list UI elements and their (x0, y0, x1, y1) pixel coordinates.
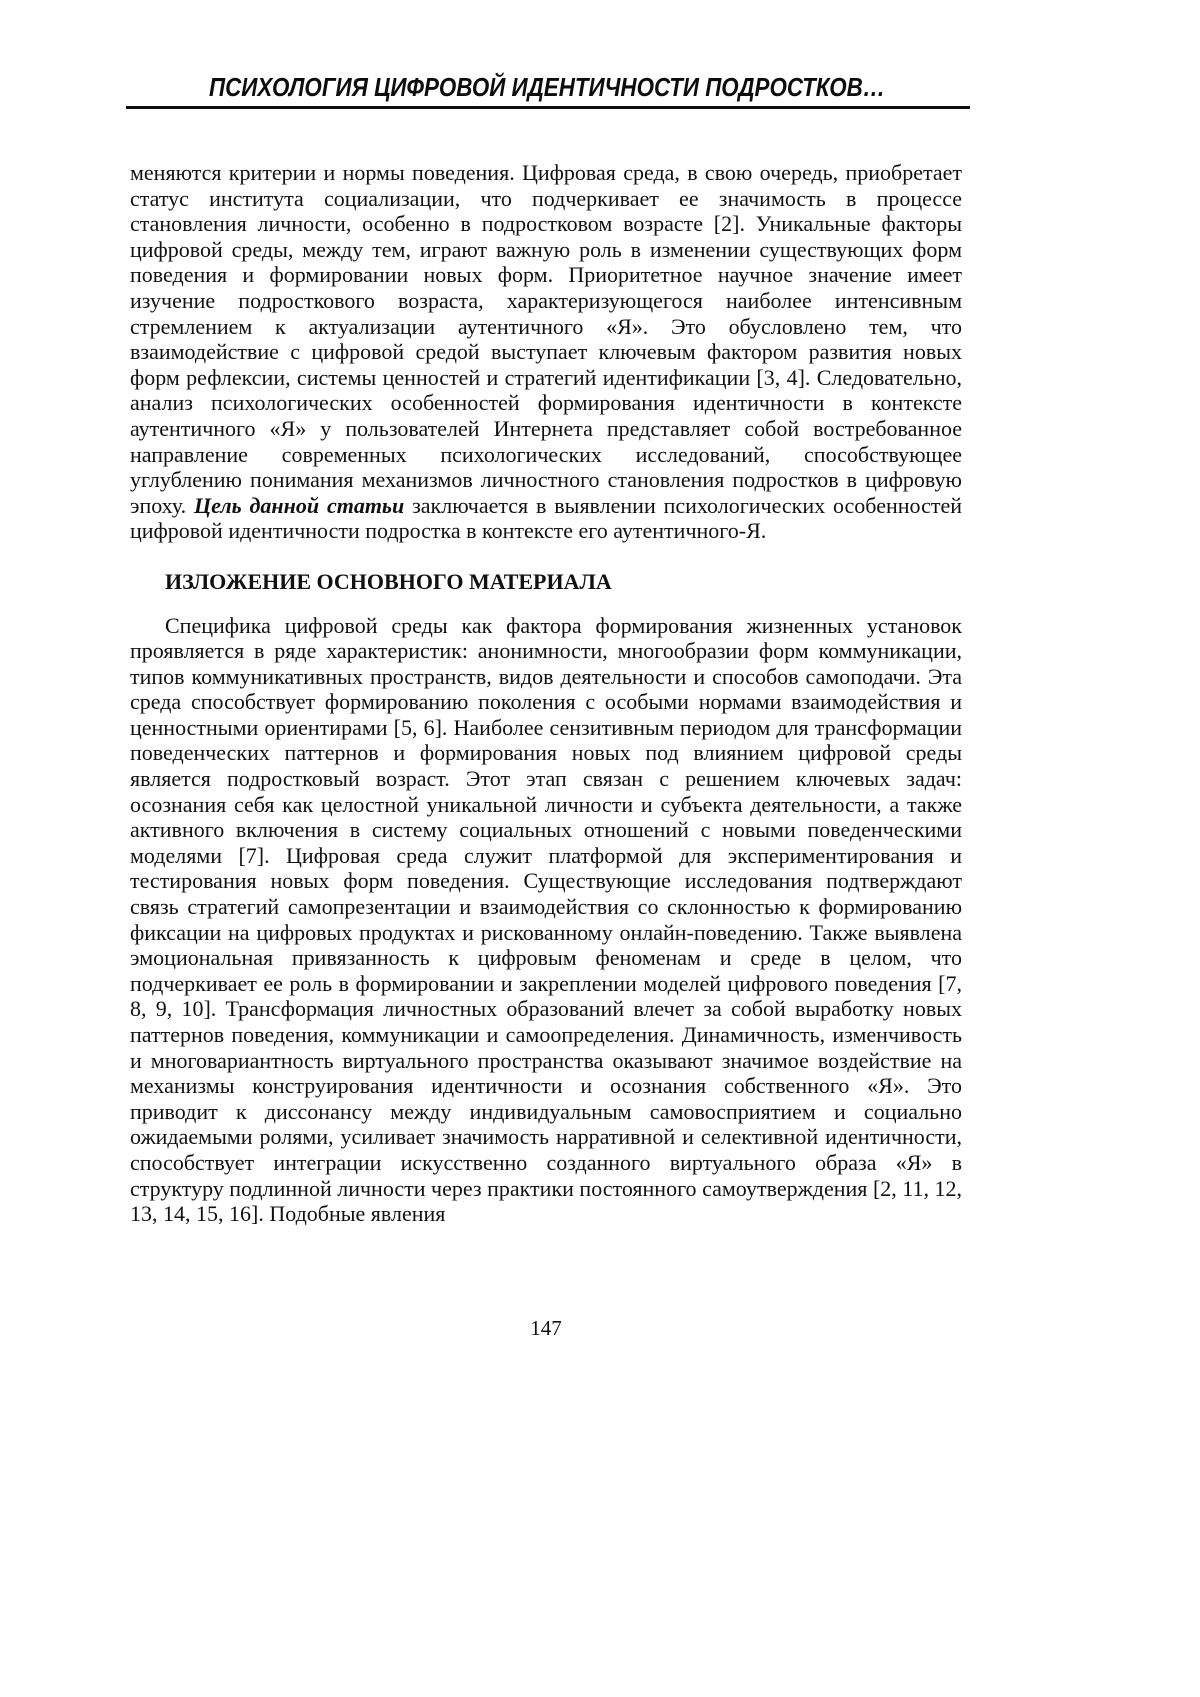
section-heading: ИЗЛОЖЕНИЕ ОСНОВНОГО МАТЕРИАЛА (165, 568, 612, 594)
page-number: 147 (530, 1316, 562, 1340)
paragraph-1-text-after: заключается в выявлении психологических особенностей цифровой идентичности подростка в контексте его аутентичного-Я. (130, 492, 962, 544)
paragraph-1-text-before: меняются критерии и нормы поведения. Цифровая среда, в свою очередь, приобретает статус института социализации, что подчеркивает ее значимость в процессе становления личности, особенно в подростковом возрасте [2]. Уникальные факторы цифровой среды, между тем, играют важную роль в изменении существующих форм поведения и формировании новых форм. Приоритетное научное значение имеет изучение подросткового возраста, характеризующегося наиболее интенсивным стремлением к актуализации аутентичного «Я». Это обусловлено тем, что взаимодействие с цифровой средой выступает ключевым фактором развития новых форм рефлексии, системы ценностей и стратегий идентификации [3, 4]. Следовательно, анализ психологических особенностей формирования идентичности в контексте аутентичного «Я» у пользователей Интернета представляет собой востребованное направление современных психологических исследований, способствующее углублению понимания механизмов личностного становления подростков в цифровую эпоху. (130, 160, 962, 518)
paragraph-continuation (130, 160, 962, 544)
running-title: ПСИХОЛОГИЯ ЦИФРОВОЙ ИДЕНТИЧНОСТИ ПОДРОСТКОВ… (208, 72, 886, 102)
page-header (130, 72, 964, 103)
paragraph-main-material: Специфика цифровой среды как фактора формирования жизненных установок проявляется в ряде характеристик: анонимности, многообразии форм коммуникации, типов коммуникативных пространств, видов деятельности и способов самоподачи. Эта среда способствует формированию поколения с особыми нормами взаимодействия и ценностными ориентирами [5, 6]. Наиболее сензитивным периодом для трансформации поведенческих паттернов и формирования новых под влиянием цифровой среды является подростковый возраст. Этот этап связан с решением ключевых задач: осознания себя как целостной уникальной личности и субъекта деятельности, а также активного включения в систему социальных отношений с новыми поведенческими моделями [7]. Цифровая среда служит платформой для экспериментирования и тестирования новых форм поведения. Существующие исследования подтверждают связь стратегий самопрезентации и взаимодействия со склонностью к формированию фиксации на цифровых продуктах и рискованному онлайн-поведению. Также выявлена эмоциональная привязанность к цифровым феноменам и среде в целом, что подчеркивает ее роль в формировании и закреплении моделей цифрового поведения [7, 8, 9, 10]. Трансформация личностных образований влечет за собой выработку новых паттернов поведения, коммуникации и самоопределения. Динамичность, изменчивость и многовариантность виртуального пространства оказывают значимое воздействие на механизмы конструирования идентичности и осознания собственного «Я». Это приводит к диссонансу между индивидуальным самовосприятием и социально ожидаемыми ролями, усиливает значимость нарративной и селективной идентичности, способствует интеграции искусственно созданного виртуального образа «Я» в структуру подлинной личности через практики постоянного самоутверждения [2, 11, 12, 13, 14, 15, 16]. Подобные явления (130, 612, 962, 1227)
page-body (130, 160, 962, 1227)
header-rule-divider (126, 106, 970, 109)
paragraph-1-emphasis-goal-phrase: Цель данной статьи (193, 492, 405, 518)
